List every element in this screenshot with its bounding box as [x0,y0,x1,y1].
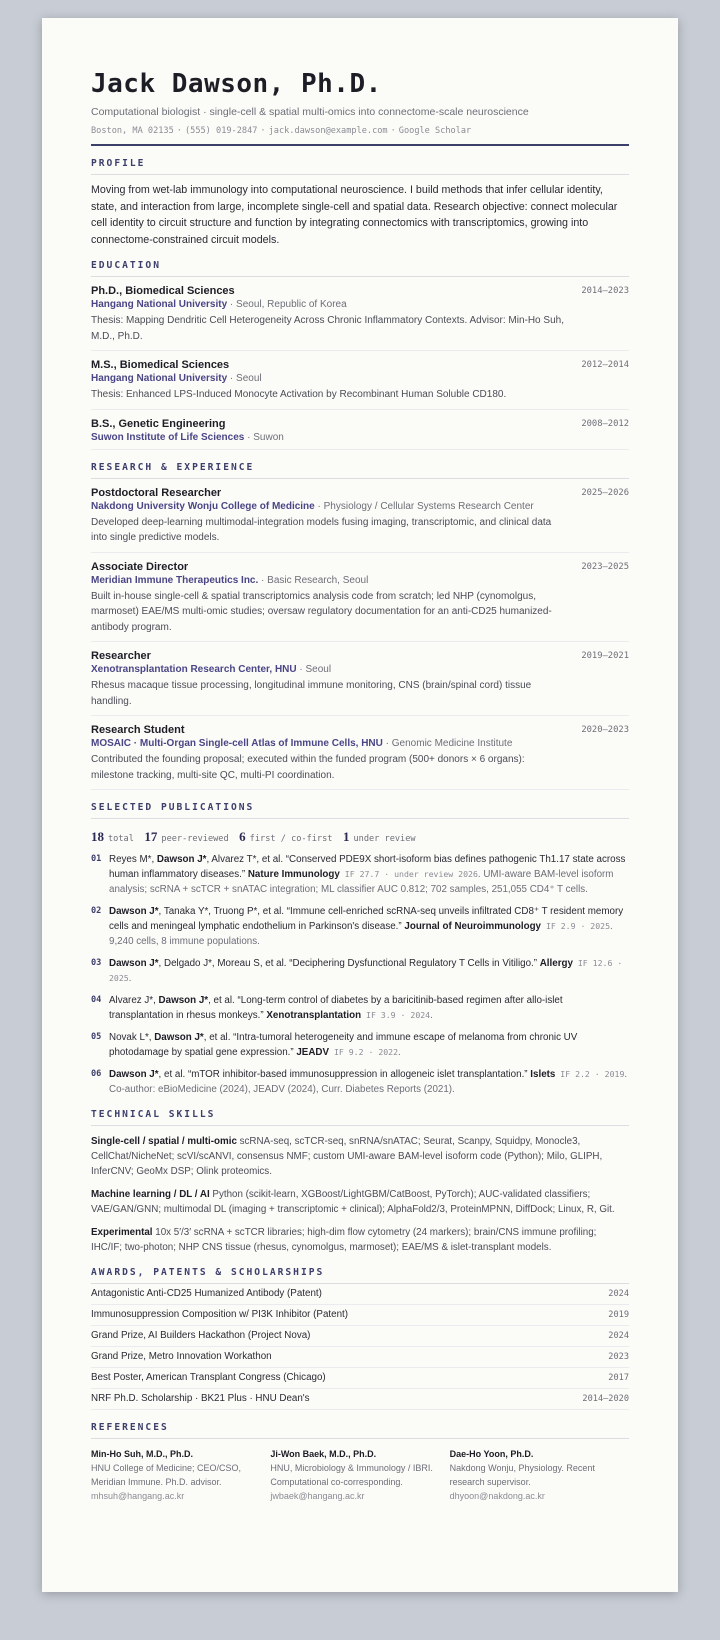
reference-name: Ji-Won Baek, M.D., Ph.D. [270,1449,377,1459]
skill-item: Experimental 10x 5′/3′ scRNA + scTCR libraries; high-dim flow cytometry (24 markers); brain/CNS immune profiling; IHC/IF; two-photon; NHP CNS tissue (rhesus, cynomolgus, marmoset); EAE/MS & islet-transplant models. [91,1227,597,1253]
entry-title: Postdoctoral Researcher [91,486,222,499]
entry-date: 2019–2021 [581,651,629,661]
entry-title: M.S., Biomedical Sciences [91,359,230,371]
entry-org: Hangang National University · Seoul [91,373,262,384]
reference-item [91,1447,270,1503]
publication-stats: 18 total 17 peer-reviewed 6 first / co-first 1 under review [91,829,416,844]
stat-under-review: 1 [342,829,350,844]
entry-org: Xenotransplantation Research Center, HNU · Seoul [91,664,332,675]
entry-date: 2014–2023 [581,286,629,296]
references-list [91,1447,629,1503]
section-title: PROFILE [91,158,629,175]
resume-page [42,18,678,1592]
entry-desc: Rhesus macaque tissue processing, longitudinal immune monitoring, CNS (brain/spinal cord) tissue handling. [91,680,532,707]
header-divider [91,144,629,146]
section-title: EDUCATION [91,260,629,277]
publication-item: 05 Novak L*, Dawson J*, et al. “Intra-tumoral heterogeneity and immune escape of melanoma from chronic UV photodamage by spatial gene expression.” JEADV IF 9.2 · 2022. [91,1032,578,1058]
award-item: NRF Ph.D. Scholarship · BK21 Plus · HNU Dean's 2014–2020 [91,1389,629,1410]
award-item: Grand Prize, AI Builders Hackathon (Project Nova) 2024 [91,1326,629,1347]
reference-email[interactable]: jwbaek@hangang.ac.kr [270,1491,365,1501]
reference-item [450,1447,629,1503]
section-title: AWARDS, PATENTS & SCHOLARSHIPS [91,1267,629,1284]
contact-location: Boston, MA 02135 [91,126,174,136]
page-title: Jack Dawson, Ph.D. [91,69,382,99]
publication-item: 03 Dawson J*, Delgado J*, Moreau S, et al. “Deciphering Dysfunctional Regulatory T Cells in Vitiligo.” Allergy IF 12.6 · 2025. [91,958,623,984]
entry-org: Nakdong University Wonju College of Medicine · Physiology / Cellular Systems Research Center [91,500,534,512]
profile-section [91,158,629,248]
publication-item: 02 Dawson J*, Tanaka Y*, Truong P*, et al. “Immune cell-enriched scRNA-seq unveils infiltrated CD8⁺ T resident memory cells and meningeal lymphatic endothelium in Parkinson's disease.” Journal of Neuroimmunology IF 2.9 · 2025. 9,240 cells, 8 immune populations. [91,906,624,947]
experience-entry [91,553,629,643]
publications-section [91,802,629,1097]
stat-first-author: 6 [239,829,246,844]
reference-email[interactable]: mhsuh@hangang.ac.kr [91,1491,185,1501]
experience-entry [91,716,629,790]
stat-peer-reviewed: 17 [144,829,158,844]
entry-title: Research Student [91,724,185,736]
section-title: RESEARCH & EXPERIENCE [91,462,629,479]
entry-desc: Thesis: Mapping Dendritic Cell Heterogeneity Across Chronic Inflammatory Contexts. Advisor: Min-Ho Suh, M.D., Ph.D. [91,315,564,342]
reference-desc: HNU, Microbiology & Immunology / IBRI. Computational co-corresponding. [270,1463,433,1487]
contact-phone[interactable]: (555) 019-2847 [184,126,258,136]
entry-title: Ph.D., Biomedical Sciences [91,285,235,297]
tagline: Computational biologist · single-cell & spatial multi-omics into connectome-scale neuroscience [91,106,529,118]
entry-date: 2008–2012 [581,418,629,429]
stat-total: 18 [91,829,104,844]
skills-section [91,1109,629,1255]
reference-desc: Nakdong Wonju, Physiology. Recent research supervisor. [449,1463,595,1487]
entry-title: Researcher [91,650,151,662]
section-title: SELECTED PUBLICATIONS [91,802,629,819]
reference-item [270,1447,449,1503]
award-item: Immunosuppression Composition w/ PI3K Inhibitor (Patent) 2019 [91,1305,629,1326]
profile-text: Moving from wet-lab immunology into computational neuroscience. I build methods that infer cellular identity, state, and interaction from large, incomplete single-cell and spatial data. Research objective: connect molecular cell identity to circuit structure and function by integrating connectomics with transcriptomics, growing into connectome-constrained circuit models. [91,184,618,246]
publication-item: 01 Reyes M*, Dawson J*, Alvarez T*, et al. “Conserved PDE9X short-isoform bias defines pathogenic Th1.17 state across human inflammatory diseases.” Nature Immunology IF 27.7 · under review 2026. UMI-aware BAM-level isoform analysis; scRNA + scTCR + snATAC integration; ML classifier AUC 0.812; 702 samples, 251,055 CD4⁺ T cells. [91,854,626,895]
reference-email[interactable]: dhyoon@nakdong.ac.kr [449,1491,545,1501]
entry-date: 2025–2026 [581,487,629,498]
award-item: Grand Prize, Metro Innovation Workathon 2023 [91,1347,629,1368]
entry-org: Suwon Institute of Life Sciences · Suwon [91,431,284,443]
references-section [91,1422,629,1503]
scholar-link[interactable]: Google Scholar [398,126,472,136]
award-item: Best Poster, American Transplant Congress (Chicago) 2017 [91,1368,629,1389]
education-entry [91,351,629,410]
skill-item: Machine learning / DL / AI Python (scikit-learn, XGBoost/LightGBM/CatBoost, PyTorch); AUC-validated classifiers; VAE/GAN/GNN; multimodal DL (imaging + transcriptomic + clinical); AlphaFold2/3, ProteinMPNN, DiffDock; Linux, R, Git. [91,1189,615,1215]
contact-email[interactable]: jack.dawson@example.com [268,126,388,136]
contact-line: Boston, MA 02135 · (555) 019-2847 · jack.dawson@example.com · Google Scholar [91,126,472,136]
entry-desc: Built in-house single-cell & spatial transcriptomics analysis code from scratch; led NHP (cynomolgus, marmoset) EAE/MS multi-omic studies; oversaw regulatory documentation for an anti-CD25 humanized-antibody program. [91,590,552,633]
experience-section [91,462,629,791]
education-entry [91,410,629,450]
award-item: Antagonistic Anti-CD25 Humanized Antibody (Patent) 2024 [91,1284,629,1305]
entry-org: MOSAIC · Multi-Organ Single-cell Atlas of Immune Cells, HNU · Genomic Medicine Institute [91,738,513,749]
reference-desc: HNU College of Medicine; CEO/CSO, Meridian Immune. Ph.D. advisor. [91,1463,242,1487]
experience-entry [91,642,629,716]
entry-desc: Thesis: Enhanced LPS-Induced Monocyte Activation by Recombinant Human Soluble CD180. [91,389,507,400]
awards-section [91,1267,629,1410]
education-entry [91,277,629,351]
entry-title: B.S., Genetic Engineering [91,417,226,430]
entry-title: Associate Director [91,560,189,573]
skill-item: Single-cell / spatial / multi-omic scRNA-seq, scTCR-seq, snRNA/snATAC; Seurat, Scanpy, Squidpy, Monocle3, CellChat/NicheNet; scVI/scANVI, consensus NMF; custom UMI-aware BAM-level isoform code (Python); Milo, GLIPH, InferCNV; GeoMx DSP; Olink proteomics. [91,1136,603,1177]
section-title: TECHNICAL SKILLS [91,1109,629,1126]
entry-desc: Developed deep-learning multimodal-integration models fusing imaging, transcriptomic, and clinical data into single predictive models. [91,516,552,543]
publication-item: 04 Alvarez J*, Dawson J*, et al. “Long-term control of diabetes by a baricitinib-based regimen after allo-islet transplantation in rhesus monkeys.” Xenotransplantation IF 3.9 · 2024. [91,995,563,1021]
reference-name: Min-Ho Suh, M.D., Ph.D. [91,1449,193,1459]
publication-item: 06 Dawson J*, et al. “mTOR inhibitor-based immunosuppression in allogeneic islet transplantation.” Islets IF 2.2 · 2019. Co-author: eBioMedicine (2024), JEADV (2024), Curr. Diabetes Reports (2021). [91,1069,628,1095]
entry-org: Meridian Immune Therapeutics Inc. · Basic Research, Seoul [91,574,369,586]
education-section [91,260,629,450]
experience-entry [91,479,629,553]
reference-name: Dae-Ho Yoon, Ph.D. [449,1449,534,1459]
entry-date: 2020–2023 [581,725,629,735]
entry-date: 2023–2025 [581,561,629,572]
section-title: REFERENCES [91,1422,629,1439]
entry-desc: Contributed the founding proposal; executed within the funded program (500+ donors × 6 organs): milestone tracking, multi-site QC, multi-PI coordination. [91,754,525,781]
entry-date: 2012–2014 [581,360,629,370]
entry-org: Hangang National University · Seoul, Republic of Korea [91,299,347,310]
